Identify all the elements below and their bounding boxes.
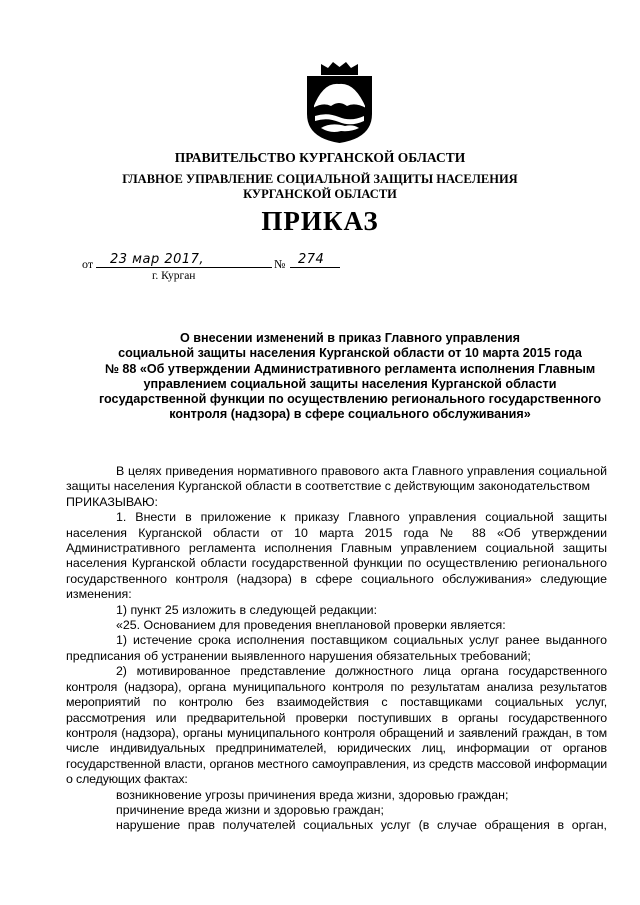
department-line-1: ГЛАВНОЕ УПРАВЛЕНИЕ СОЦИАЛЬНОЙ ЗАЩИТЫ НАСЕЛЕНИЯ xyxy=(122,172,518,186)
basis-1-paragraph: 1) истечение срока исполнения поставщиком социальных услуг ранее выданного предписания об устранении выявленного нарушения обязательных требований; xyxy=(66,633,607,663)
order-body xyxy=(66,464,607,834)
department-line-2: КУРГАНСКОЙ ОБЛАСТИ xyxy=(243,187,397,201)
item-1-subitem: 1) пункт 25 изложить в следующей редакции: xyxy=(116,602,378,617)
preamble-paragraph: В целях приведения нормативного правового акта Главного управления социальной защиты населения Курганской области в соответствие с действующим законодательством xyxy=(66,464,607,494)
order-subject xyxy=(80,331,620,423)
department-name xyxy=(0,172,640,202)
date-label: от xyxy=(82,257,94,271)
subject-line: О внесении изменений в приказ Главного управления xyxy=(179,331,521,345)
command-word: ПРИКАЗЫВАЮ: xyxy=(66,494,158,509)
subject-line: социальной защиты населения Курганской области от 10 марта 2015 года xyxy=(118,346,582,361)
coat-of-arms-icon xyxy=(301,62,378,144)
fact-3: нарушение прав получателей социальных услуг (в случае обращения в орган, xyxy=(116,818,607,833)
number-handwritten: 274 xyxy=(298,252,325,267)
subject-line: контроля (надзора) в сфере социального обслуживания» xyxy=(169,407,531,422)
date-underline xyxy=(96,267,272,268)
date-handwritten: 23 мар 2017, xyxy=(110,252,205,267)
government-name: ПРАВИТЕЛЬСТВО КУРГАНСКОЙ ОБЛАСТИ xyxy=(174,150,466,165)
item-1-paragraph: 1. Внести в приложение к приказу Главного управления социальной защиты населения Курганской области от 10 марта 2015 года № 88 «Об утверждении Административного регламента исполнения Главным управлением социальной защиты населения Курганской области государственной функции по осуществлению регионального государственного контроля (надзора) в сфере социального обслуживания» следующие изменения: xyxy=(66,510,607,602)
city-label: г. Курган xyxy=(152,270,196,282)
number-label: № xyxy=(274,257,286,271)
subject-line: № 88 «Об утверждении Административного регламента исполнения Главным xyxy=(104,361,596,376)
fact-1: возникновение угрозы причинения вреда жизни, здоровью граждан; xyxy=(116,787,509,802)
document-type-title: ПРИКАЗ xyxy=(261,206,379,236)
fact-2: причинение вреда жизни и здоровью граждан; xyxy=(116,802,384,817)
subject-line: государственной функции по осуществлению регионального государственного xyxy=(98,392,602,407)
quote-start: «25. Основанием для проведения внеплановой проверки является: xyxy=(116,618,506,633)
subject-line: управлением социальной защиты населения Курганской области xyxy=(143,376,557,391)
number-underline xyxy=(290,267,340,268)
basis-2-paragraph: 2) мотивированное представление должностного лица органа государственного контроля (надзора), органа муниципального контроля по результатам анализа результатов мероприятий по контролю без взаимодействия с поставщиками социальных услуг, рассмотрения или предварительной проверки поступивших в органы государственного контроля (надзора), органы муниципального контроля обращений и заявлений граждан, в том числе индивидуальных предпринимателей, юридических лиц, информации от органов государственной власти, органов местного самоуправления, из средств массовой информации о следующих фактах: xyxy=(66,664,607,787)
